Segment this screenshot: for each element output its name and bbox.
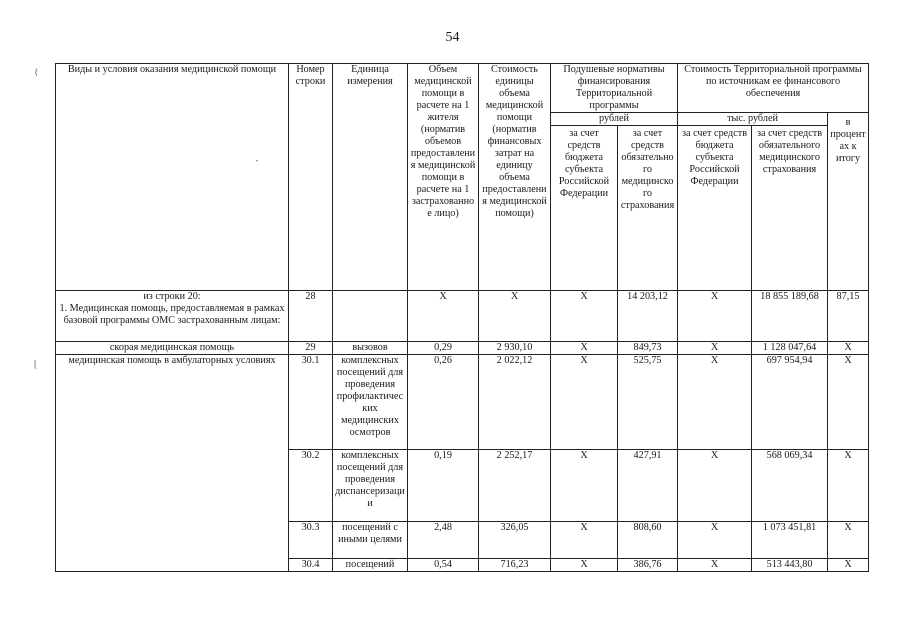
row-oms-cost: 568 069,34 <box>752 450 828 522</box>
row-budget-per-capita: X <box>551 450 618 522</box>
row-volume: 0,29 <box>408 342 479 355</box>
row-unit: вызовов <box>333 342 408 355</box>
table-row <box>56 291 869 342</box>
row-percent: X <box>828 522 869 559</box>
row-number: 30.2 <box>289 450 333 522</box>
header-percent: в процентах к итогу <box>828 113 869 291</box>
row-oms-per-capita: 427,91 <box>618 450 678 522</box>
row-oms-per-capita: 808,60 <box>618 522 678 559</box>
row-cost: X <box>479 291 551 342</box>
header-per-capita-group: Подушевые нормативы финансирования Территориальной программы <box>551 64 678 113</box>
row-budget-cost: X <box>678 342 752 355</box>
row-budget-cost: X <box>678 355 752 450</box>
header-cost: Стоимость единицы объема медицинской помощи (норматив финансовых затрат на единицу объема предоставления медицинской помощи) <box>479 64 551 291</box>
table-row <box>56 355 869 450</box>
row-budget-per-capita: X <box>551 559 618 572</box>
header-unit-thousand-rubles: тыс. рублей <box>678 113 828 126</box>
row-budget-cost: X <box>678 291 752 342</box>
row-cost: 716,23 <box>479 559 551 572</box>
margin-bracket-mark: [ <box>34 359 37 369</box>
row-unit: посещений с иными целями <box>333 522 408 559</box>
header-types: Виды и условия оказания медицинской помощи <box>56 64 289 291</box>
row-number: 30.3 <box>289 522 333 559</box>
header-unit: Единица измерения <box>333 64 408 291</box>
header-budget-per-capita: за счет средств бюджета субъекта Российской Федерации <box>551 126 618 291</box>
row-percent: X <box>828 355 869 450</box>
program-cost-table <box>55 63 869 572</box>
row-oms-cost: 513 443,80 <box>752 559 828 572</box>
row-budget-per-capita: X <box>551 342 618 355</box>
row-volume: 0,54 <box>408 559 479 572</box>
header-row-number: Номер строки <box>289 64 333 291</box>
row-percent: X <box>828 450 869 522</box>
row-unit <box>333 291 408 342</box>
row-number: 28 <box>289 291 333 342</box>
row-volume: 0,19 <box>408 450 479 522</box>
row-number: 29 <box>289 342 333 355</box>
row-oms-cost: 697 954,94 <box>752 355 828 450</box>
margin-bracket-mark: { <box>34 67 39 77</box>
row-oms-cost: 1 128 047,64 <box>752 342 828 355</box>
header-oms-per-capita: за счет средств обязательного медицинского страхования <box>618 126 678 291</box>
row-volume: X <box>408 291 479 342</box>
header-oms-cost: за счет средств обязательного медицинского страхования <box>752 126 828 291</box>
row-label: медицинская помощь в амбулаторных условиях <box>56 355 289 572</box>
row-oms-per-capita: 525,75 <box>618 355 678 450</box>
row-cost: 326,05 <box>479 522 551 559</box>
row-label: из строки 20: 1. Медицинская помощь, предоставляемая в рамках базовой программы ОМС застрахованным лицам: <box>56 291 289 342</box>
row-percent: X <box>828 342 869 355</box>
row-oms-cost: 1 073 451,81 <box>752 522 828 559</box>
row-budget-cost: X <box>678 522 752 559</box>
row-oms-per-capita: 849,73 <box>618 342 678 355</box>
row-budget-cost: X <box>678 559 752 572</box>
row-percent: X <box>828 559 869 572</box>
header-budget-cost: за счет средств бюджета субъекта Российской Федерации <box>678 126 752 291</box>
row-volume: 2,48 <box>408 522 479 559</box>
row-budget-per-capita: X <box>551 522 618 559</box>
row-budget-per-capita: X <box>551 355 618 450</box>
row-percent: 87,15 <box>828 291 869 342</box>
row-label: скорая медицинская помощь <box>56 342 289 355</box>
row-oms-per-capita: 386,76 <box>618 559 678 572</box>
header-volume: Объем медицинской помощи в расчете на 1 жителя (норматив объемов предоставления медицинской помощи в расчете на 1 застрахованное лицо) <box>408 64 479 291</box>
row-unit: комплексных посещений для проведения диспансеризации <box>333 450 408 522</box>
row-unit: посещений <box>333 559 408 572</box>
row-cost: 2 252,17 <box>479 450 551 522</box>
scan-dot: • <box>256 159 259 165</box>
row-cost: 2 022,12 <box>479 355 551 450</box>
row-cost: 2 930,10 <box>479 342 551 355</box>
header-program-cost-group: Стоимость Территориальной программы по источникам ее финансового обеспечения <box>678 64 869 113</box>
row-unit: комплексных посещений для проведения профилактических медицинских осмотров <box>333 355 408 450</box>
row-oms-cost: 18 855 189,68 <box>752 291 828 342</box>
row-number: 30.4 <box>289 559 333 572</box>
row-number: 30.1 <box>289 355 333 450</box>
table-row <box>56 342 869 355</box>
page-number: 54 <box>445 30 460 45</box>
row-oms-per-capita: 14 203,12 <box>618 291 678 342</box>
row-budget-cost: X <box>678 450 752 522</box>
header-unit-rubles: рублей <box>551 113 678 126</box>
row-volume: 0,26 <box>408 355 479 450</box>
row-budget-per-capita: X <box>551 291 618 342</box>
